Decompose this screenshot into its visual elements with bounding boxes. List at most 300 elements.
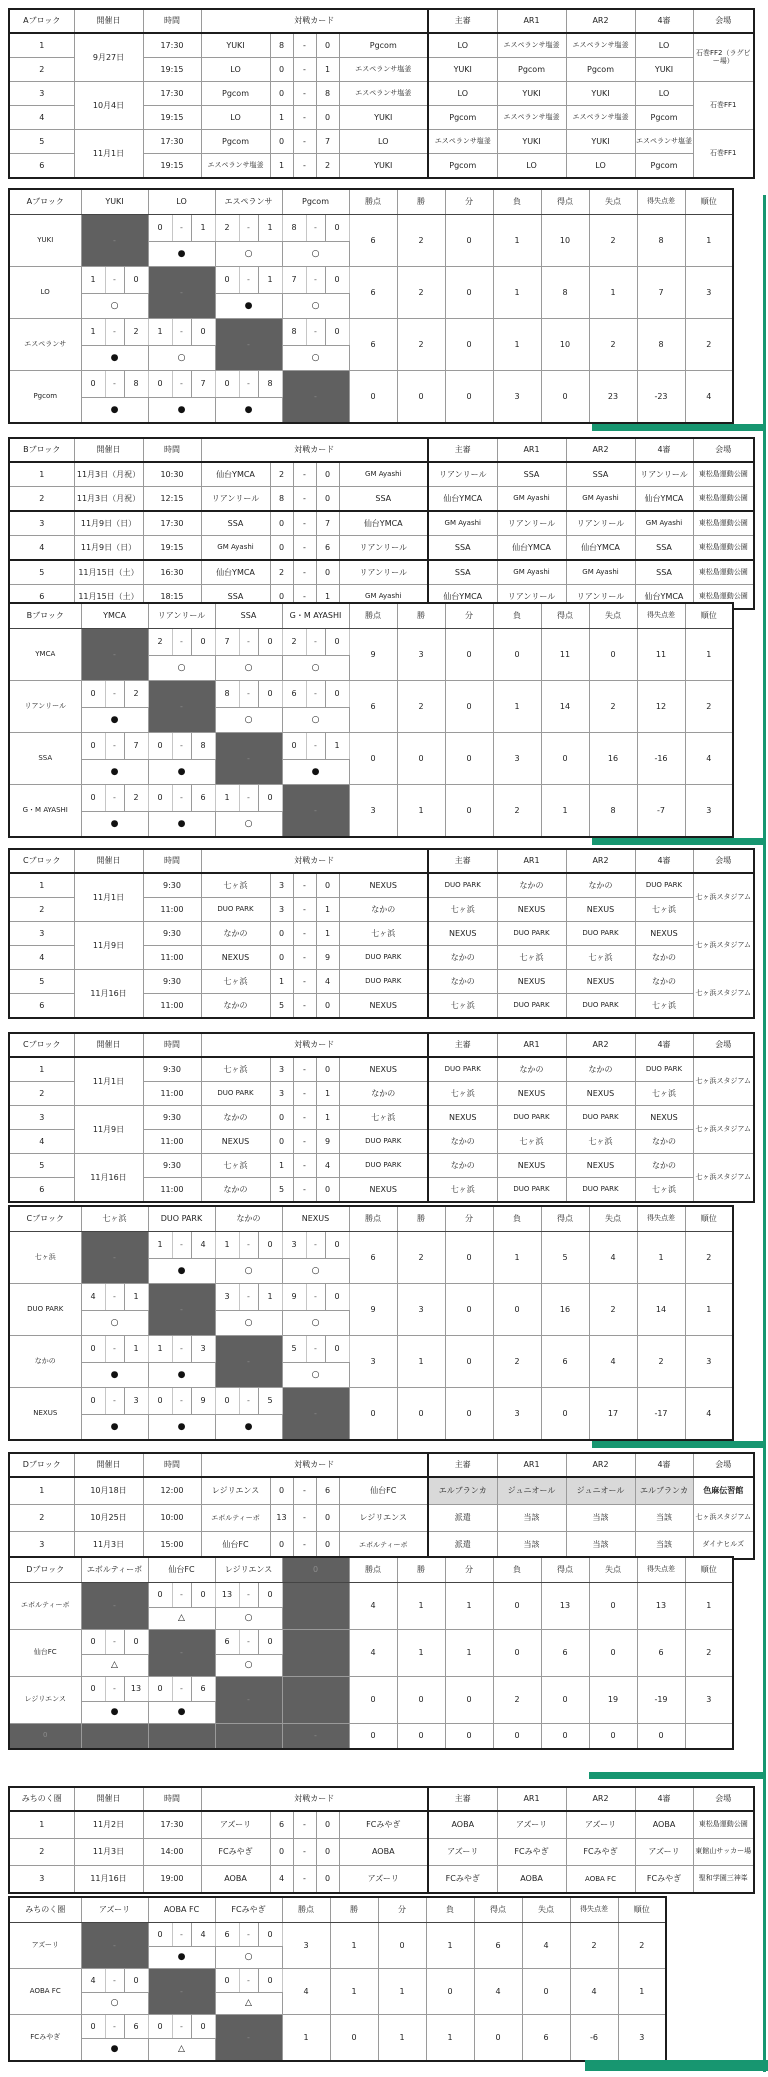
league-score-away: 0 [325,629,349,656]
home-score: 0 [270,1106,293,1130]
league-score-dash: - [239,215,258,242]
stat-header-7: 順位 [685,1206,733,1232]
assistant-referee-1: アズーリ [497,1811,566,1839]
fourth-official: なかの [635,970,693,994]
league-stat-6: -6 [570,2015,618,2062]
stat-header-5: 失点 [522,1897,570,1923]
opponent-header: G・M AYASHI [282,603,349,629]
league-result-symbol: ○ [81,1993,148,2015]
league-score-home: 1 [148,1336,172,1363]
league-stat-1: 1 [397,1583,445,1630]
away-score: 0 [316,1811,339,1839]
away-team: DUO PARK [339,1154,428,1178]
league-score-home: 3 [282,1232,306,1259]
league-score-home: 2 [148,629,172,656]
stat-header-6: 得失点差 [637,1206,685,1232]
league-result-symbol: ● [81,760,148,785]
league-score-home: 1 [148,319,172,346]
home-score: 8 [270,33,293,58]
stat-header-5: 失点 [589,1557,637,1583]
league-result-symbol: ● [215,398,282,424]
referee: なかの [428,1154,497,1178]
stat-header-4: 得点 [541,1206,589,1232]
league-result-symbol: △ [148,2039,215,2062]
assistant-referee-1: リアンリール [497,585,566,610]
league-score-dash: - [306,215,325,242]
match-time: 10:30 [143,462,201,487]
match-date: 10月25日 [74,1505,143,1532]
league-result-symbol: ● [148,1415,215,1441]
score-dash: - [293,33,316,58]
league-score-away: 1 [258,1284,282,1311]
score-dash: - [293,970,316,994]
home-score: 6 [270,1811,293,1839]
header-ar1: AR1 [497,1033,566,1057]
league-score-dash: - [239,629,258,656]
match-no: 1 [9,33,74,58]
fourth-official: FCみやぎ [635,1866,693,1894]
match-time: 18:15 [143,585,201,610]
league-stat-3: 0 [493,1724,541,1750]
stat-header-1: 勝 [397,189,445,215]
header-fourth-official: 4審 [635,438,693,462]
green-divider-bar [592,838,765,845]
league-team-label: なかの [9,1336,81,1388]
league-result-symbol: ● [282,760,349,785]
league-diagonal-cell: - [148,1969,215,2015]
league-team-label: 七ヶ浜 [9,1232,81,1284]
league-result-symbol: ● [148,760,215,785]
referee: アズーリ [428,1839,497,1866]
league-stat-3: 3 [493,733,541,785]
stat-header-2: 分 [445,603,493,629]
away-team: NEXUS [339,994,428,1019]
league-diagonal-cell: - [148,1284,215,1336]
stat-header-6: 得失点差 [637,603,685,629]
fourth-official: SSA [635,560,693,585]
opponent-header: SSA [215,603,282,629]
league-diagonal-cell: - [148,267,215,319]
block-a-schedule-table [8,8,755,179]
score-dash: - [293,1477,316,1505]
michinoku-schedule-table [8,1786,755,1894]
league-diagonal-cell: - [81,629,148,681]
opponent-header: Pgcom [282,189,349,215]
assistant-referee-2: エスペランサ塩釜 [566,106,635,130]
league-score-away: 6 [191,785,215,812]
league-stat-7: 4 [685,733,733,785]
match-time: 9:30 [143,1106,201,1130]
away-team: エボルティーボ [339,1532,428,1560]
away-score: 1 [316,898,339,922]
league-team-label: Pgcom [9,371,81,424]
score-dash: - [293,1130,316,1154]
home-score: 0 [270,511,293,536]
assistant-referee-1: 仙台YMCA [497,536,566,561]
league-stat-5: 19 [589,1677,637,1724]
league-result-symbol: ○ [282,294,349,319]
away-score: 6 [316,536,339,561]
score-dash: - [293,462,316,487]
stat-header-0: 勝点 [349,189,397,215]
referee: 七ヶ浜 [428,994,497,1019]
league-score-away: 3 [124,1388,148,1415]
league-result-symbol: ● [148,1259,215,1284]
away-score: 0 [316,106,339,130]
league-score-dash: - [239,1630,258,1655]
league-diagonal-cell: - [148,681,215,733]
venue: 七ヶ浜スタジアム [693,1154,754,1203]
league-score-home: 0 [148,215,172,242]
block-d-schedule-table [8,1452,755,1560]
league-stat-1: 1 [397,1336,445,1388]
league-result-symbol: ○ [215,242,282,267]
match-date: 11月9日 [74,922,143,970]
league-score-home: 0 [148,371,172,398]
league-score-home: 8 [282,319,306,346]
league-score-away: 0 [124,1969,148,1993]
match-no: 6 [9,994,74,1019]
michinoku-standings-table [8,1896,667,2062]
league-stat-6: 14 [637,1284,685,1336]
league-stat-4: 0 [541,1388,589,1441]
header-venue: 会場 [693,849,754,873]
score-dash: - [293,994,316,1019]
stat-header-2: 分 [445,1206,493,1232]
home-score: 1 [270,154,293,179]
stat-header-3: 負 [493,603,541,629]
header-date: 開催日 [74,1453,143,1477]
league-score-away: 8 [191,733,215,760]
score-dash: - [293,946,316,970]
match-no: 5 [9,560,74,585]
league-stat-0: 4 [349,1630,397,1677]
schedule-table [8,1786,755,1894]
league-result-symbol: ● [148,1363,215,1388]
match-time: 17:30 [143,33,201,58]
assistant-referee-1: 当該 [497,1505,566,1532]
league-score-dash: - [239,1583,258,1608]
stat-header-5: 失点 [589,603,637,629]
league-stat-0: 6 [349,267,397,319]
match-time: 15:00 [143,1532,201,1560]
stat-header-5: 失点 [589,189,637,215]
fourth-official: AOBA [635,1811,693,1839]
match-date: 11月16日 [74,1866,143,1894]
league-score-dash: - [306,629,325,656]
league-team-label: リアンリール [9,681,81,733]
match-no: 3 [9,1866,74,1894]
stat-header-2: 分 [445,189,493,215]
home-team: リアンリール [201,487,270,512]
league-score-dash: - [239,267,258,294]
league-score-away: 2 [124,785,148,812]
league-stat-7: 2 [685,681,733,733]
assistant-referee-1: NEXUS [497,970,566,994]
league-stat-0: 0 [349,733,397,785]
league-score-away: 0 [124,267,148,294]
home-score: 5 [270,994,293,1019]
score-dash: - [293,1106,316,1130]
home-team: Pgcom [201,82,270,106]
league-stat-6: 6 [637,1630,685,1677]
venue: 石巻FF2（ラグビー場） [693,33,754,82]
league-diagonal-cell: - [81,215,148,267]
league-stat-6: -16 [637,733,685,785]
fourth-official: LO [635,82,693,106]
away-team: エスペランサ塩釜 [339,58,428,82]
away-team: 七ヶ浜 [339,922,428,946]
match-no: 1 [9,1477,74,1505]
stat-header-0: 勝点 [349,1206,397,1232]
home-team: LO [201,106,270,130]
league-stat-0: 9 [349,629,397,681]
assistant-referee-1: エスペランサ塩釜 [497,33,566,58]
league-stat-4: 13 [541,1583,589,1630]
opponent-header: 0 [282,1557,349,1583]
league-result-symbol: ○ [282,242,349,267]
league-score-dash: - [306,681,325,708]
league-score-home: 13 [215,1583,239,1608]
venue: 石巻FF1 [693,82,754,130]
match-date: 11月3日 [74,1839,143,1866]
league-stat-0: 3 [349,1336,397,1388]
league-result-symbol: △ [81,1655,148,1677]
home-team: エボルティーボ [201,1505,270,1532]
away-score: 7 [316,511,339,536]
header-fourth-official: 4審 [635,1033,693,1057]
assistant-referee-2: DUO PARK [566,1106,635,1130]
league-score-dash: - [172,1388,191,1415]
fourth-official: 当該 [635,1532,693,1560]
schedule-table [8,1032,755,1203]
league-score-dash: - [172,785,191,812]
match-time: 11:00 [143,1178,201,1203]
referee: YUKI [428,58,497,82]
league-stat-1: 1 [330,1923,378,1969]
league-result-symbol: ● [81,2039,148,2062]
stat-header-7: 順位 [618,1897,666,1923]
league-stat-4: 6 [541,1630,589,1677]
league-stat-6: 0 [637,1724,685,1750]
fourth-official: エルブランカ [635,1477,693,1505]
green-divider-bar [592,1441,765,1448]
home-score: 2 [270,560,293,585]
league-team-label: レジリエンス [9,1677,81,1724]
league-score-away: 1 [191,215,215,242]
league-stat-4: 4 [474,1969,522,2015]
league-score-away: 0 [191,1583,215,1608]
league-stat-2: 0 [445,629,493,681]
match-time: 17:30 [143,82,201,106]
referee: FCみやぎ [428,1866,497,1894]
league-stat-6: -23 [637,371,685,424]
venue: 石巻FF1 [693,130,754,179]
league-team-label: FCみやぎ [9,2015,81,2062]
score-dash: - [293,106,316,130]
home-team: なかの [201,994,270,1019]
fourth-official: 七ヶ浜 [635,1178,693,1203]
league-score-away: 0 [325,681,349,708]
header-venue: 会場 [693,1033,754,1057]
league-score-away: 4 [191,1232,215,1259]
league-score-dash: - [172,1583,191,1608]
league-team-label: YMCA [9,629,81,681]
home-team: レジリエンス [201,1477,270,1505]
league-stat-1: 2 [397,681,445,733]
match-date: 11月1日 [74,873,143,922]
referee: 七ヶ浜 [428,1082,497,1106]
away-team: なかの [339,1082,428,1106]
block-b-standings-table [8,602,734,838]
score-dash: - [293,1839,316,1866]
league-score-home: 0 [215,1969,239,1993]
away-score: 8 [316,82,339,106]
league-stat-1: 1 [397,785,445,838]
match-time: 17:30 [143,1811,201,1839]
league-empty-gray-cell [282,1677,349,1724]
away-team: エスペランサ塩釜 [339,82,428,106]
league-result-symbol: ● [81,1415,148,1441]
away-score: 0 [316,487,339,512]
referee: エルブランカ [428,1477,497,1505]
assistant-referee-2: FCみやぎ [566,1839,635,1866]
opponent-header: NEXUS [282,1206,349,1232]
league-score-home: 0 [81,371,105,398]
league-stat-3: 2 [493,1677,541,1724]
referee: Pgcom [428,154,497,179]
fourth-official: NEXUS [635,922,693,946]
assistant-referee-2: アズーリ [566,1811,635,1839]
league-empty-gray-cell [282,1583,349,1630]
home-score: 13 [270,1505,293,1532]
league-score-home: 0 [148,785,172,812]
match-no: 3 [9,511,74,536]
block-label: Aブロック [9,9,74,33]
home-score: 3 [270,1057,293,1082]
league-score-away: 0 [191,629,215,656]
league-score-away: 8 [124,371,148,398]
venue: 東松島運動公園 [693,511,754,536]
match-no: 4 [9,106,74,130]
league-stat-5: 4 [589,1336,637,1388]
referee: リアンリール [428,462,497,487]
league-result-symbol: ● [215,294,282,319]
league-stat-5: 2 [589,319,637,371]
match-no: 4 [9,946,74,970]
fourth-official: 当該 [635,1505,693,1532]
league-team-label: アズーリ [9,1923,81,1969]
league-stat-5: 16 [589,733,637,785]
home-score: 3 [270,1082,293,1106]
league-team-label: 仙台FC [9,1630,81,1677]
away-team: GM Ayashi [339,462,428,487]
league-stat-1: 0 [397,1677,445,1724]
league-stat-0: 4 [282,1969,330,2015]
referee: LO [428,33,497,58]
away-score: 0 [316,1505,339,1532]
league-team-label: LO [9,267,81,319]
league-stat-2: 1 [445,1630,493,1677]
match-date: 11月3日（月祝） [74,462,143,487]
assistant-referee-2: 七ヶ浜 [566,946,635,970]
venue: 色麻伝習館 [693,1477,754,1505]
header-match-card: 対戦カード [201,1787,428,1811]
score-dash: - [293,1178,316,1203]
league-score-home: 0 [81,1388,105,1415]
league-stat-7: 3 [685,785,733,838]
league-diagonal-cell: - [215,733,282,785]
referee: 仙台YMCA [428,487,497,512]
league-stat-3: 1 [493,215,541,267]
league-score-home: 9 [282,1284,306,1311]
league-team-label: エスペランサ [9,319,81,371]
league-score-home: 5 [282,1336,306,1363]
away-score: 0 [316,462,339,487]
league-score-home: 3 [215,1284,239,1311]
venue: ダイナヒルズ [693,1532,754,1560]
assistant-referee-2: YUKI [566,82,635,106]
league-stat-6: 7 [637,267,685,319]
referee: NEXUS [428,922,497,946]
fourth-official: GM Ayashi [635,511,693,536]
referee: SSA [428,536,497,561]
assistant-referee-1: DUO PARK [497,922,566,946]
home-score: 0 [270,536,293,561]
match-no: 3 [9,1532,74,1560]
league-result-symbol: ○ [148,656,215,681]
league-stat-7: 1 [685,629,733,681]
away-score: 7 [316,130,339,154]
stat-header-4: 得点 [474,1897,522,1923]
opponent-header: YUKI [81,189,148,215]
league-team-label: AOBA FC [9,1969,81,2015]
fourth-official: アズーリ [635,1839,693,1866]
league-stat-2: 0 [445,1724,493,1750]
league-result-symbol: ● [148,1947,215,1969]
away-score: 1 [316,1082,339,1106]
league-score-dash: - [172,1232,191,1259]
league-score-home: 0 [148,1677,172,1702]
league-score-away: 1 [325,733,349,760]
header-referee: 主審 [428,1453,497,1477]
schedule-table [8,848,755,1019]
league-score-dash: - [239,1284,258,1311]
header-referee: 主審 [428,438,497,462]
block-label: Bブロック [9,603,81,629]
opponent-header: エスペランサ [215,189,282,215]
league-score-home: 0 [282,733,306,760]
away-team: リアンリール [339,560,428,585]
league-score-away: 0 [325,267,349,294]
home-score: 0 [270,922,293,946]
league-score-home: 6 [215,1630,239,1655]
assistant-referee-1: なかの [497,873,566,898]
league-team-label: SSA [9,733,81,785]
match-time: 9:30 [143,873,201,898]
score-dash: - [293,536,316,561]
match-date: 11月9日（日） [74,536,143,561]
league-score-dash: - [105,1284,124,1311]
league-stat-6: 2 [570,1923,618,1969]
league-diagonal-cell: - [282,1724,349,1750]
assistant-referee-1: なかの [497,1057,566,1082]
assistant-referee-1: AOBA [497,1866,566,1894]
league-score-dash: - [172,733,191,760]
league-score-away: 0 [325,319,349,346]
home-score: 1 [270,1154,293,1178]
league-stat-2: 0 [445,1336,493,1388]
